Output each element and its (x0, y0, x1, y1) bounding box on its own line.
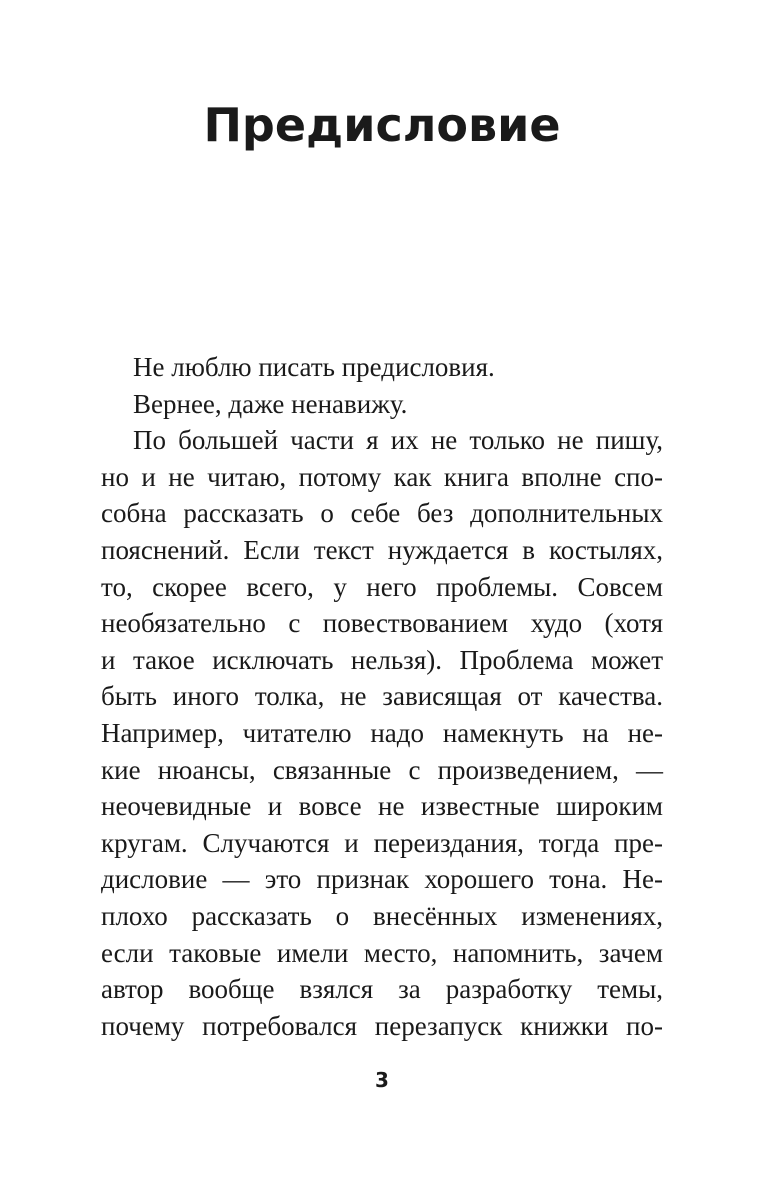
text-line: неочевидные и вовсе не известные широким (101, 791, 663, 822)
text-line: кругам. Случаются и переиздания, тогда пре- (101, 827, 663, 858)
text-line: но и не читаю, потому как книга вполне спо- (101, 461, 663, 492)
text-line: почему потребовался перезапуск книжки по- (101, 1010, 663, 1041)
text-line: необязательно с повествованием худо (хотя (101, 608, 663, 639)
body-text (101, 349, 663, 1044)
text-line: Не люблю писать предисловия. (133, 352, 495, 382)
text-line: дисловие — это признак хорошего тона. Не- (101, 864, 663, 895)
chapter-title: Предисловие (203, 98, 561, 152)
text-line: собна рассказать о себе без дополнительных (101, 498, 663, 529)
text-line: быть иного толка, не зависящая от качества. (101, 681, 663, 712)
text-line: По большей части я их не только не пишу, (133, 425, 663, 456)
page-number: 3 (375, 1068, 389, 1092)
text-line: и такое исключать нельзя). Проблема может (101, 644, 663, 675)
text-line: пояснений. Если текст нуждается в костылях, (101, 534, 663, 565)
text-line: если таковые имели место, напомнить, зачем (101, 937, 663, 968)
text-line: Вернее, даже ненавижу. (133, 388, 408, 419)
text-line: кие нюансы, связанные с произведением, — (101, 754, 663, 785)
text-line: Например, читателю надо намекнуть на не- (101, 717, 663, 748)
text-line: то, скорее всего, у него проблемы. Совсем (101, 571, 663, 602)
text-line: плохо рассказать о внесённых изменениях, (101, 900, 663, 931)
text-line: автор вообще взялся за разработку темы, (101, 974, 663, 1005)
